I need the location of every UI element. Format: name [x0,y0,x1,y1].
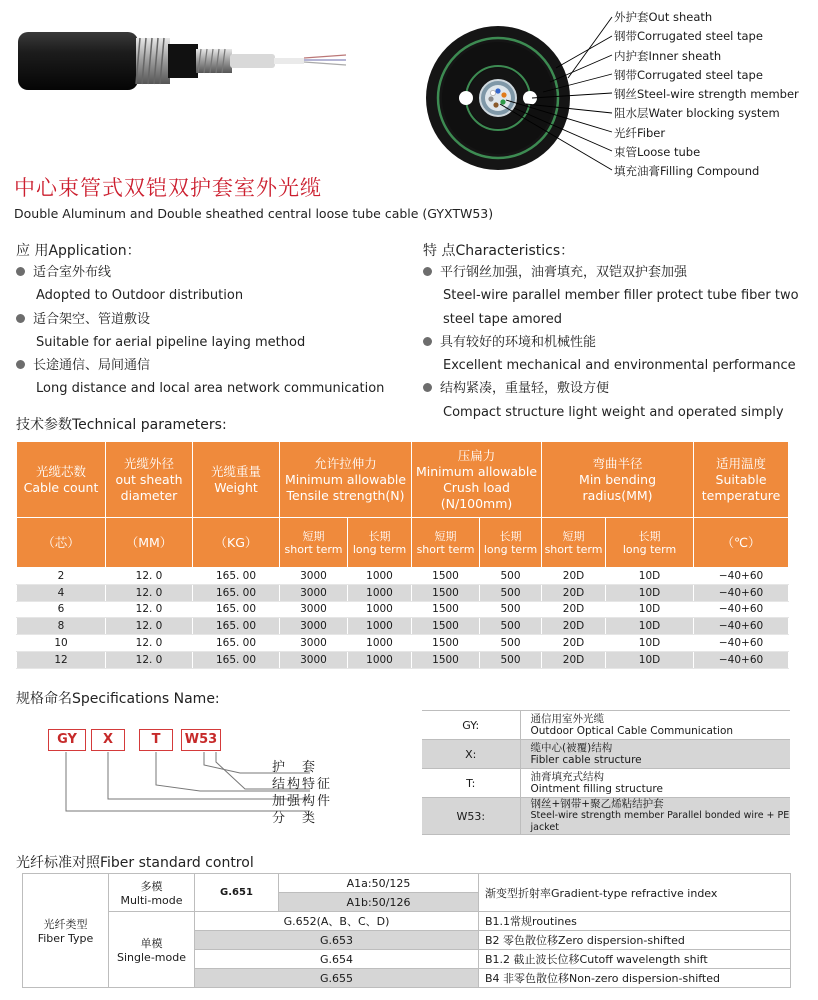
spec-code-box: GY [48,729,86,751]
table-row [17,618,789,635]
unit-weight: （KG） [193,518,280,568]
list-item: 结构紧凑，重量轻，敷设方便 [423,377,803,400]
table-cell: 12. 0 [106,601,193,618]
diagram-label: 钢带Corrugated steel tape [614,67,763,82]
list-item-en: steel tape amored [443,311,562,327]
table-cell: 12. 0 [106,651,193,668]
fiber-standard-heading: 光纤标准对照Fiber standard control [16,855,254,871]
table-cell: 2 [17,568,106,585]
table-row [17,635,789,652]
table-cell: 3000 [280,601,348,618]
table-cell: 20D [542,584,606,601]
diagram-label: 钢丝Steel-wire strength member [614,87,799,102]
col-header-tensile: 允许拉伸力 Minimum allowable Tensile strength(N) [280,442,412,518]
col-header-crush: 压扁力 Minimum allowable Crush load (N/100mm) [412,442,542,518]
a1b-cell: A1b:50/126 [279,893,479,912]
table-cell: 12. 0 [106,635,193,652]
spec-label: 加强构件 [272,794,333,809]
table-row [17,601,789,618]
bullet-dot-icon [423,337,432,346]
unit-bend-short: 短期 short term [542,518,606,568]
single-mode-cell: 单模 Single-mode [109,912,195,988]
list-item: 长途通信、局间通信 [16,354,406,377]
table-row: GY: 通信用室外光缆 Outdoor Optical Cable Communication [422,711,790,740]
table-cell: 12. 0 [106,584,193,601]
bullet-dot-icon [16,267,25,276]
bullet-dot-icon [16,360,25,369]
table-cell: 165. 00 [193,584,280,601]
spec-code-box: T [139,729,173,751]
table-cell: 165. 00 [193,568,280,585]
table-row [17,568,789,585]
spec-code-box: X [91,729,125,751]
list-item-en: Steel-wire parallel member filler protect tube fiber two [443,288,799,304]
list-item: 具有较好的环境和机械性能 [423,331,803,354]
characteristics-section [423,240,803,424]
table-cell: 12 [17,651,106,668]
diagram-label: 束管Loose tube [614,145,701,160]
multi-mode-desc: 渐变型折射率Gradient-type refractive index [479,874,791,912]
fiber-standard-table [22,873,791,988]
col-header-weight: 光缆重量 Weight [193,442,280,518]
bullet-dot-icon [16,314,25,323]
col-header-bending: 弯曲半径 Min bending radius(MM) [542,442,694,518]
table-cell: 1000 [348,651,412,668]
list-item: 适合室外布线 [16,261,406,284]
table-cell: 20D [542,651,606,668]
table-cell: 20D [542,635,606,652]
table-cell: −40+60 [694,635,789,652]
table-cell: 20D [542,601,606,618]
a1a-cell: A1a:50/125 [279,874,479,893]
spec-code-box: W53 [181,729,221,751]
col-header-diameter: 光缆外径 out sheath diameter [106,442,193,518]
unit-count: （芯） [17,518,106,568]
table-cell: 10D [606,601,694,618]
table-cell: 1500 [412,618,480,635]
bullet-dot-icon [423,267,432,276]
table-cell: −40+60 [694,651,789,668]
characteristics-heading: 特 点Characteristics： [423,243,575,259]
table-cell: 8 [17,618,106,635]
col-header-temperature: 适用温度 Suitable temperature [694,442,789,518]
table-cell: 3000 [280,651,348,668]
table-cell: 10D [606,635,694,652]
multi-mode-cell: 多模 Multi-mode [109,874,195,912]
table-cell: 6 [17,601,106,618]
single-std-cell: G.652(A、B、C、D) [195,912,479,931]
table-cell: 3000 [280,584,348,601]
diagram-label: 光纤Fiber [614,125,666,140]
table-cell: 12. 0 [106,618,193,635]
single-desc-cell: B1.1常规routines [479,912,791,931]
table-cell: 10 [17,635,106,652]
unit-tensile-short: 短期 short term [280,518,348,568]
table-row: T: 油膏填充式结构 Ointment filling structure [422,769,790,798]
table-cell: 165. 00 [193,618,280,635]
table-cell: 10D [606,651,694,668]
list-item-en: Suitable for aerial pipeline laying method [36,334,306,350]
single-desc-cell: B1.2 截止波长位移Cutoff wavelength shift [479,950,791,969]
table-cell: 1500 [412,568,480,585]
fiber-type-cell: 光纤类型 Fiber Type [23,874,109,988]
table-cell: 3000 [280,635,348,652]
diagram-label: 钢带Corrugated steel tape [614,29,763,44]
list-item: 平行钢丝加强，油膏填充，双铠双护套加强 [423,261,803,284]
single-std-cell: G.654 [195,950,479,969]
table-cell: 1000 [348,568,412,585]
application-heading: 应 用Application： [16,243,141,259]
spec-label: 分 类 [272,811,318,826]
table-cell: 500 [480,584,542,601]
list-item-en: Adopted to Outdoor distribution [36,288,244,304]
unit-diameter: （MM） [106,518,193,568]
list-item-en: Long distance and local area network communication [36,381,385,397]
table-cell: 165. 00 [193,635,280,652]
table-cell: 1500 [412,651,480,668]
table-cell: 10D [606,584,694,601]
single-desc-cell: B4 非零色散位移Non-zero dispersion-shifted [479,969,791,988]
table-row [17,584,789,601]
table-cell: 1500 [412,584,480,601]
table-cell: 1000 [348,635,412,652]
tech-params-heading: 技术参数Technical parameters: [16,417,227,433]
list-item-en: Excellent mechanical and environmental performance [443,358,796,374]
diagram-label: 填充油膏Filling Compound [614,164,760,179]
table-row [17,651,789,668]
unit-crush-short: 短期 short term [412,518,480,568]
table-cell: 1000 [348,584,412,601]
table-cell: 1000 [348,601,412,618]
table-cell: 165. 00 [193,601,280,618]
table-cell: −40+60 [694,568,789,585]
table-cell: 1000 [348,618,412,635]
unit-crush-long: 长期 long term [480,518,542,568]
page-title-en: Double Aluminum and Double sheathed central loose tube cable (GYXTW53) [14,206,494,221]
table-cell: 1500 [412,635,480,652]
table-cell: 10D [606,618,694,635]
diagram-label-list [614,8,814,182]
table-row: W53: 钢丝+钢带+聚乙烯粘结护套 Steel-wire strength member Parallel bonded wire + PE jacket [422,798,790,835]
table-cell: 12. 0 [106,568,193,585]
application-section [16,240,406,401]
diagram-label: 内护套Inner sheath [614,48,722,63]
table-cell: 1500 [412,601,480,618]
page-title-cn: 中心束管式双铠双护套室外光缆 [14,176,322,200]
table-cell: 500 [480,651,542,668]
table-cell: −40+60 [694,618,789,635]
table-cell: 20D [542,618,606,635]
table-cell: 3000 [280,618,348,635]
single-std-cell: G.653 [195,931,479,950]
diagram-label: 阻水层Water blocking system [614,106,780,121]
table-cell: 4 [17,584,106,601]
table-cell: 3000 [280,568,348,585]
table-cell: 500 [480,601,542,618]
list-item-en: Compact structure light weight and operated simply [443,404,784,420]
unit-bend-long: 长期 long term [606,518,694,568]
table-cell: 500 [480,618,542,635]
diagram-label: 外护套Out sheath [614,10,713,24]
single-desc-cell: B2 零色散位移Zero dispersion-shifted [479,931,791,950]
spec-table [422,710,790,835]
g651-cell: G.651 [195,874,279,912]
col-header-count: 光缆芯数 Cable count [17,442,106,518]
table-cell: 165. 00 [193,651,280,668]
table-cell: 20D [542,568,606,585]
table-cell: 10D [606,568,694,585]
table-cell: 500 [480,568,542,585]
bullet-dot-icon [423,383,432,392]
cable-photo [18,22,348,94]
list-item: 适合架空、管道敷设 [16,308,406,331]
unit-tensile-long: 长期 long term [348,518,412,568]
spec-heading: 规格命名Specifications Name: [16,691,220,707]
unit-temperature: （℃） [694,518,789,568]
spec-label: 护 套 [272,760,318,775]
spec-label: 结构特征 [272,777,333,792]
table-cell: −40+60 [694,601,789,618]
table-row: X: 缆中心(被覆)结构 Fibler cable structure [422,740,790,769]
tech-params-table [16,441,789,669]
single-std-cell: G.655 [195,969,479,988]
table-cell: 500 [480,635,542,652]
table-cell: −40+60 [694,584,789,601]
